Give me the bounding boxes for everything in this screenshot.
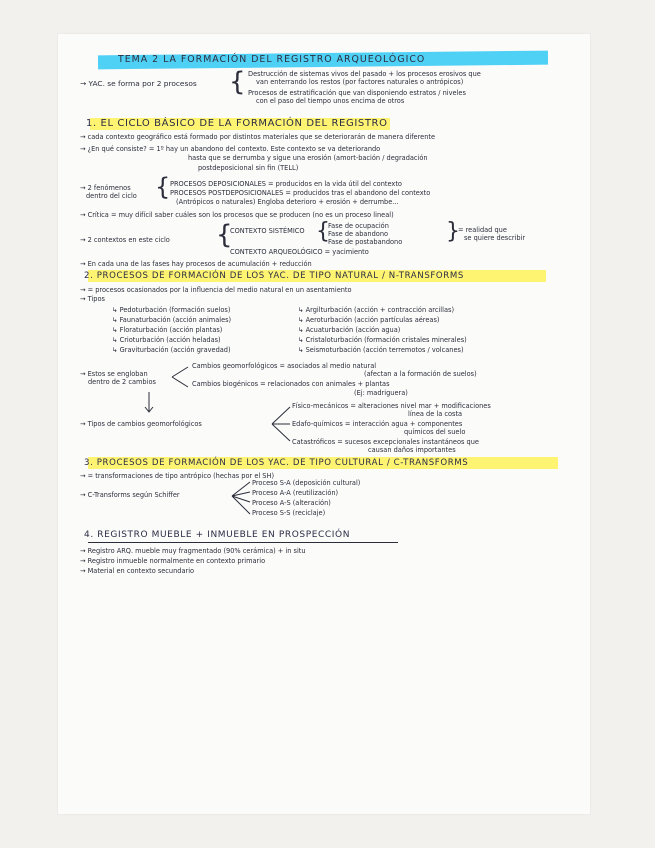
s2-geo-lead: → Tipos de cambios geomorfológicos [80,420,202,428]
s2-tipo-item: ↳ Cristaloturbación (formación cristales minerales) [298,336,467,344]
s2-tipo-item: ↳ Faunaturbación (acción animales) [112,316,232,324]
s2-tipos: → Tipos [80,295,105,303]
s2-englob-lead-2: dentro de 2 cambios [88,378,156,386]
s1-contexto-arqueologico: CONTEXTO ARQUEOLÓGICO = yacimiento [230,248,369,256]
s1-contexto-sistemico: CONTEXTO SISTÉMICO [230,227,305,235]
intro-process-1: Destrucción de sistemas vivos del pasado + los procesos erosivos que [248,70,481,78]
s2-cambio-biogenico: Cambios biogénicos = relacionados con animales + plantas [192,380,390,388]
page-title: TEMA 2 LA FORMACIÓN DEL REGISTRO ARQUEOLÓGICO [118,54,426,65]
s3-schiffer-item: Proceso A-S (alteración) [252,499,331,507]
s1-postdeposicionales-note: (Antrópicos o naturales) Engloba deterioro + erosión + derrumbe... [176,198,399,206]
s2-tipo-item: ↳ Graviturbación (acción gravedad) [112,346,231,354]
s2-definition: → = procesos ocasionados por la influencia del medio natural en un asentamiento [80,286,352,294]
s2-cambio-biogenico-note: (Ej: madriguera) [354,389,408,397]
brace: { [316,219,330,244]
s1-line-1: → cada contexto geográfico está formado por distintos materiales que se deteriorarán de manera diferente [80,133,436,141]
s3-schiffer-lead: → C-Transforms según Schiffer [80,491,180,499]
s2-cambio-geomorfologico: Cambios geomorfológicos = asociados al medio natural [192,362,377,370]
section-1-heading: 1. EL CICLO BÁSICO DE LA FORMACIÓN DEL REGISTRO [86,118,388,129]
s2-tipo-item: ↳ Pedoturbación (formación suelos) [112,306,231,314]
s1-fase-ocupacion: Fase de ocupación [328,222,389,230]
heading-underline [88,542,398,543]
s1-fase-postabandono: Fase de postabandono [328,238,403,246]
s1-line-2: → ¿En qué consiste? = 1º hay un abandono del contexto. Este contexto se va deteriorando [80,145,381,153]
brace: { [229,67,246,97]
s3-schiffer-item: Proceso A-A (reutilización) [252,489,339,497]
brace: } [446,219,460,244]
branch-arrow [170,364,190,390]
s2-catastroficos-note: causan daños importantes [368,446,456,454]
s2-englob-lead: → Estos se engloban [80,370,148,378]
s1-phenomena-lead: → 2 fenómenos [80,184,131,192]
s1-fases-procesos: → En cada una de las fases hay procesos de acumulación + reducción [80,260,312,268]
s1-deposicionales: PROCESOS DEPOSICIONALES = producidos en la vida útil del contexto [170,180,402,188]
s2-tipo-item: ↳ Crioturbación (acción heladas) [112,336,221,344]
s4-item: → Registro inmueble normalmente en contexto primario [80,557,266,565]
s4-item: → Registro ARQ. mueble muy fragmentado (90% cerámica) + in situ [80,547,306,555]
s2-tipo-item: ↳ Seismoturbación (acción terremotos / volcanes) [298,346,464,354]
branch-arrow [230,480,252,518]
s2-tipo-item: ↳ Argilturbación (acción + contracción arcillas) [298,306,455,314]
s4-item: → Material en contexto secundario [80,567,195,575]
s3-schiffer-item: Proceso S-S (reciclaje) [252,509,326,517]
s2-tipo-item: ↳ Aeroturbación (acción partículas aéreas) [298,316,440,324]
intro-lead: → YAC. se forma por 2 procesos [80,79,197,88]
brace: { [155,173,171,201]
s1-contexts-lead: → 2 contextos en este ciclo [80,236,170,244]
s2-tipo-item: ↳ Floraturbación (acción plantas) [112,326,223,334]
intro-process-1-cont: van enterrando los restos (por factores naturales o antrópicos) [256,78,464,86]
section-3-heading: 3. PROCESOS DE FORMACIÓN DE LOS YAC. DE TIPO CULTURAL / C-TRANSFORMS [84,458,469,468]
s2-edafo-quimicos-note: químicos del suelo [404,428,466,436]
s2-fisico-mecanicos: Físico-mecánicos = alteraciones nivel mar + modificaciones [292,402,491,410]
s2-catastroficos: Catastróficos = sucesos excepcionales instantáneos que [292,438,479,446]
s1-realidad-note: = realidad que [458,226,507,234]
intro-process-2-cont: con el paso del tiempo unos encima de otros [256,97,405,105]
intro-process-2: Procesos de estratificación que van disponiendo estratos / niveles [248,89,466,97]
section-4-heading: 4. REGISTRO MUEBLE + INMUEBLE EN PROSPECCIÓN [84,530,351,540]
section-2-heading: 2. PROCESOS DE FORMACIÓN DE LOS YAC. DE TIPO NATURAL / N-TRANSFORMS [84,271,464,281]
s2-tipo-item: ↳ Acuaturbación (acción agua) [298,326,401,334]
s1-line-2c: postdeposicional sin fin (TELL) [198,164,299,172]
s1-phenomena-lead-2: dentro del ciclo [86,192,137,200]
branch-arrow [270,404,292,444]
s3-definition: → = transformaciones de tipo antrópico (hechas por el SH) [80,472,275,480]
s2-cambio-geomorfologico-note: (afectan a la formación de suelos) [364,370,477,378]
s2-edafo-quimicos: Edafo-químicos = interacción agua + componentes [292,420,463,428]
down-arrow [144,392,154,414]
notebook-page [58,34,590,814]
s3-schiffer-item: Proceso S-A (deposición cultural) [252,479,361,487]
s1-realidad-note-2: se quiere describir [464,234,526,242]
s1-postdeposicionales: PROCESOS POSTDEPOSICIONALES = producidos tras el abandono del contexto [170,189,431,197]
s2-fisico-mecanicos-note: línea de la costa [408,410,463,418]
s1-critica: → Crítica = muy difícil saber cuáles son los procesos que se producen (no es un proceso lineal) [80,211,394,219]
s1-fase-abandono: Fase de abandono [328,230,389,238]
s1-line-2b: hasta que se derrumba y sigue una erosión (amort-bación / degradación [188,154,428,162]
brace: { [216,220,233,250]
